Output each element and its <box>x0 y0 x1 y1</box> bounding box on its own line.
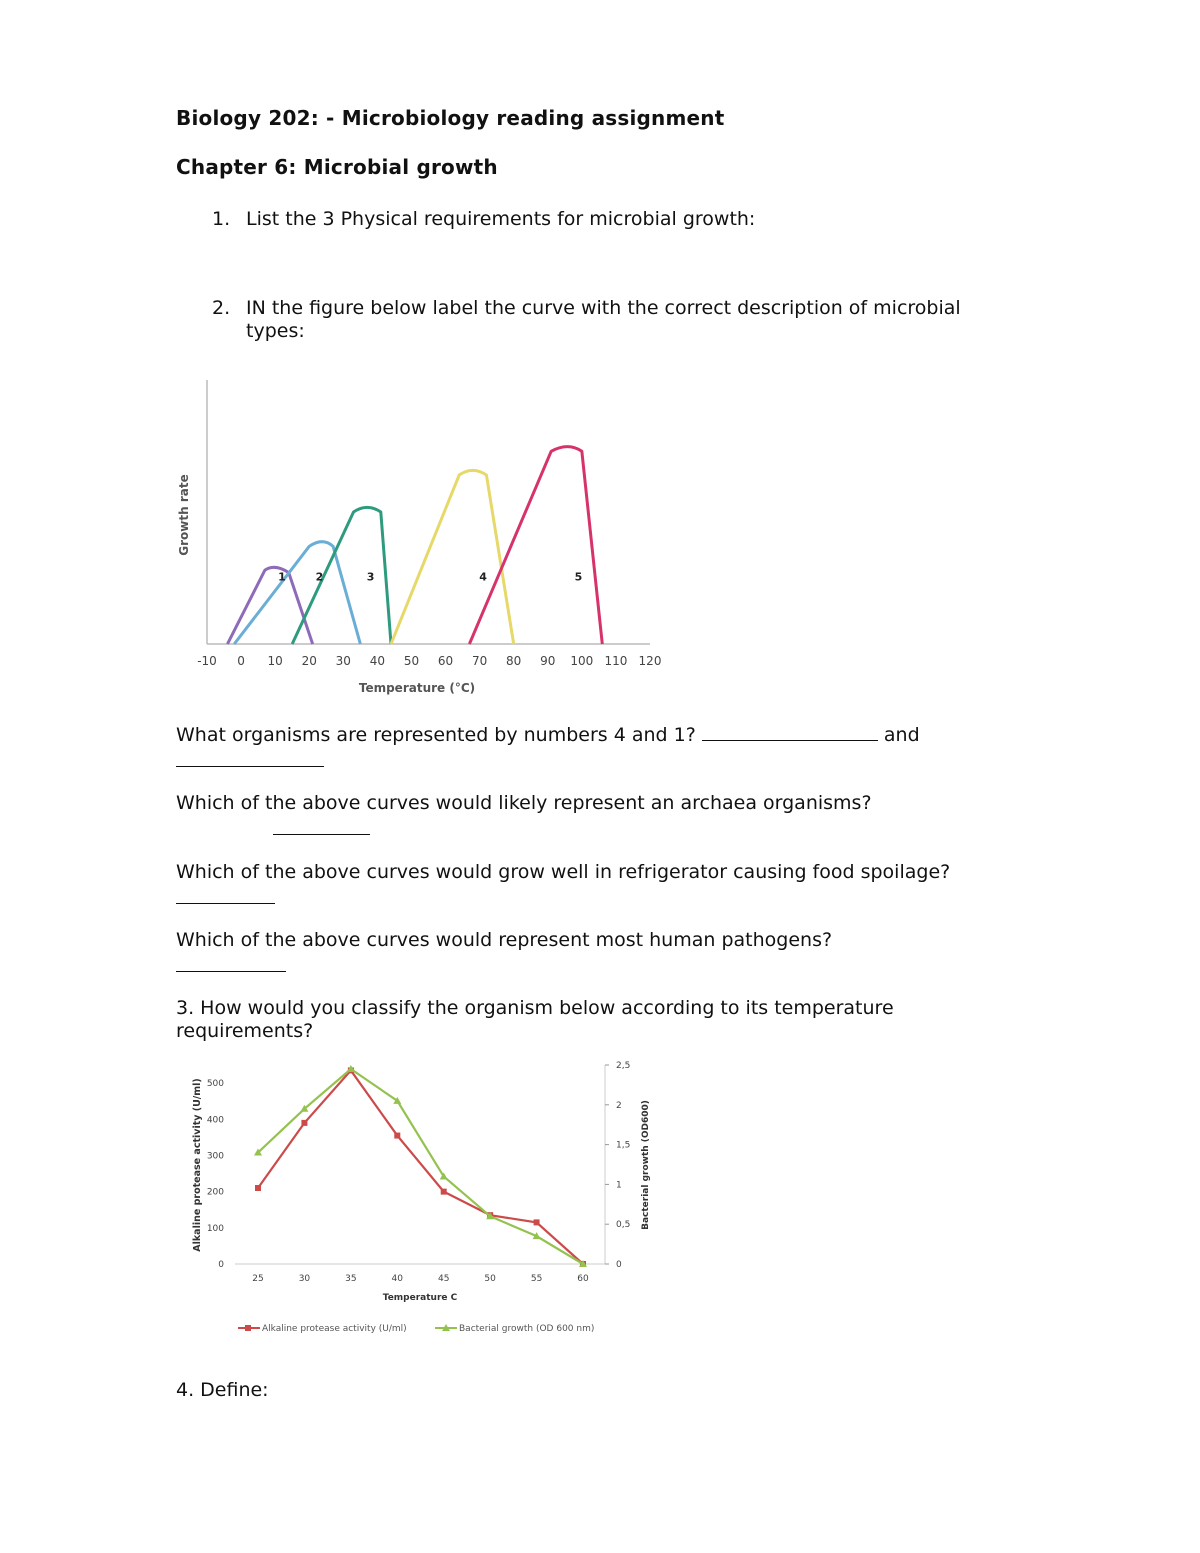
chart1-x-tick-label: 0 <box>237 654 245 668</box>
chart1-x-tick-label: 10 <box>267 654 283 668</box>
protease-point <box>534 1219 540 1225</box>
protease-point <box>255 1185 261 1191</box>
answer-line-c[interactable] <box>176 903 275 904</box>
chart2-y-tick-label: 500 <box>206 1079 224 1090</box>
chart2-y2-tick-label: 1 <box>616 1180 622 1191</box>
chart1-x-tick-label: 120 <box>638 654 662 668</box>
curve-4 <box>391 470 514 644</box>
chart2-y-tick-label: 100 <box>206 1223 224 1234</box>
answer-line-a1[interactable] <box>702 739 878 741</box>
sub-question-b: Which of the above curves would likely represent an archaea organisms? <box>176 792 872 814</box>
chart1-x-tick-label: 30 <box>335 654 351 668</box>
q3-text-line2: requirements? <box>176 1020 314 1042</box>
curve-label-5: 5 <box>574 570 583 584</box>
chart1-x-tick-label: 20 <box>301 654 317 668</box>
chart2-x-tick-label: 45 <box>437 1274 450 1284</box>
protease-growth-chart <box>180 1055 670 1350</box>
answer-line-d[interactable] <box>176 971 286 972</box>
chart1-y-axis-label: Growth rate <box>177 474 191 556</box>
chart2-y2-axis-label: Bacterial growth (OD600) <box>641 1100 651 1230</box>
growth-line <box>258 1069 583 1264</box>
chart2-x-tick-label: 50 <box>484 1274 496 1284</box>
protease-point <box>394 1133 400 1139</box>
answer-line-b[interactable] <box>273 834 370 835</box>
chart2-y-tick-label: 400 <box>206 1115 224 1126</box>
chart2-x-tick-label: 40 <box>391 1274 404 1284</box>
answer-line-a2[interactable] <box>176 766 324 767</box>
chart2-legend <box>238 1324 594 1334</box>
protease-point <box>301 1120 307 1126</box>
curve-1 <box>227 567 312 644</box>
chart1-x-tick-label: 50 <box>403 654 420 668</box>
legend-marker-protease <box>245 1325 251 1331</box>
chart2-x-tick-label: 55 <box>530 1274 543 1284</box>
chart2-y-tick-label: 300 <box>206 1151 224 1162</box>
chart2-x-tick-label: 35 <box>345 1274 357 1284</box>
curve-5 <box>469 447 602 644</box>
growth-rate-chart <box>160 372 680 707</box>
q2-text-line2: types: <box>246 320 305 342</box>
chart1-x-tick-label: 90 <box>540 654 556 668</box>
chart2-y-tick-label: 0 <box>218 1260 224 1270</box>
legend-label-protease: Alkaline protease activity (U/ml) <box>262 1324 407 1334</box>
chart2-x-tick-label: 25 <box>252 1274 264 1284</box>
chart1-x-tick-label: 60 <box>437 654 454 668</box>
chart2-y2-tick-label: 2,5 <box>616 1061 631 1071</box>
chart2-y2-tick-label: 0,5 <box>616 1220 631 1231</box>
sub-question-a-and: and <box>877 724 920 746</box>
legend-label-growth: Bacterial growth (OD 600 nm) <box>459 1324 595 1334</box>
chart1-x-axis-label: Temperature (°C) <box>358 681 476 695</box>
curve-label-3: 3 <box>366 570 375 584</box>
chart1-x-tick-label: -10 <box>197 654 217 668</box>
chart2-y2-tick-label: 0 <box>616 1260 622 1270</box>
sub-question-c: Which of the above curves would grow well in refrigerator causing food spoilage? <box>176 861 951 883</box>
q3-text-line1: 3. How would you classify the organism below according to its temperature <box>176 997 894 1019</box>
chart1-x-tick-label: 70 <box>471 654 488 668</box>
curve-label-2: 2 <box>315 570 324 584</box>
chart1-x-tick-label: 100 <box>570 654 594 668</box>
chart1-x-tick-label: 80 <box>506 654 522 668</box>
q2-number: 2. <box>212 297 231 319</box>
chart2-x-tick-label: 60 <box>577 1274 589 1284</box>
sub-question-a-text: What organisms are represented by numbers 4 and 1? <box>176 724 702 746</box>
protease-point <box>441 1189 447 1195</box>
chart2-y-tick-label: 200 <box>206 1187 224 1198</box>
chapter-heading: Chapter 6: Microbial growth <box>176 155 498 179</box>
page-title: Biology 202: - Microbiology reading assignment <box>176 106 725 130</box>
chart1-x-tick-label: 110 <box>604 654 628 668</box>
chart2-x-tick-label: 30 <box>298 1274 311 1284</box>
chart2-x-axis-label: Temperature C <box>382 1293 458 1303</box>
q4-text: 4. Define: <box>176 1379 269 1401</box>
sub-question-a <box>176 724 920 747</box>
q1-text: List the 3 Physical requirements for microbial growth: <box>246 208 756 230</box>
curve-label-4: 4 <box>479 570 487 584</box>
chart2-y2-tick-label: 2 <box>616 1100 622 1111</box>
curve-label-1: 1 <box>278 570 286 584</box>
chart2-y-axis-label: Alkaline protease activity (U/ml) <box>192 1078 203 1252</box>
q1-number: 1. <box>212 208 231 230</box>
q2-text-line1: IN the figure below label the curve with the correct description of microbial <box>246 297 961 319</box>
chart2-y2-tick-label: 1,5 <box>616 1140 631 1151</box>
sub-question-d: Which of the above curves would represent most human pathogens? <box>176 929 833 951</box>
chart1-x-tick-label: 40 <box>369 654 386 668</box>
